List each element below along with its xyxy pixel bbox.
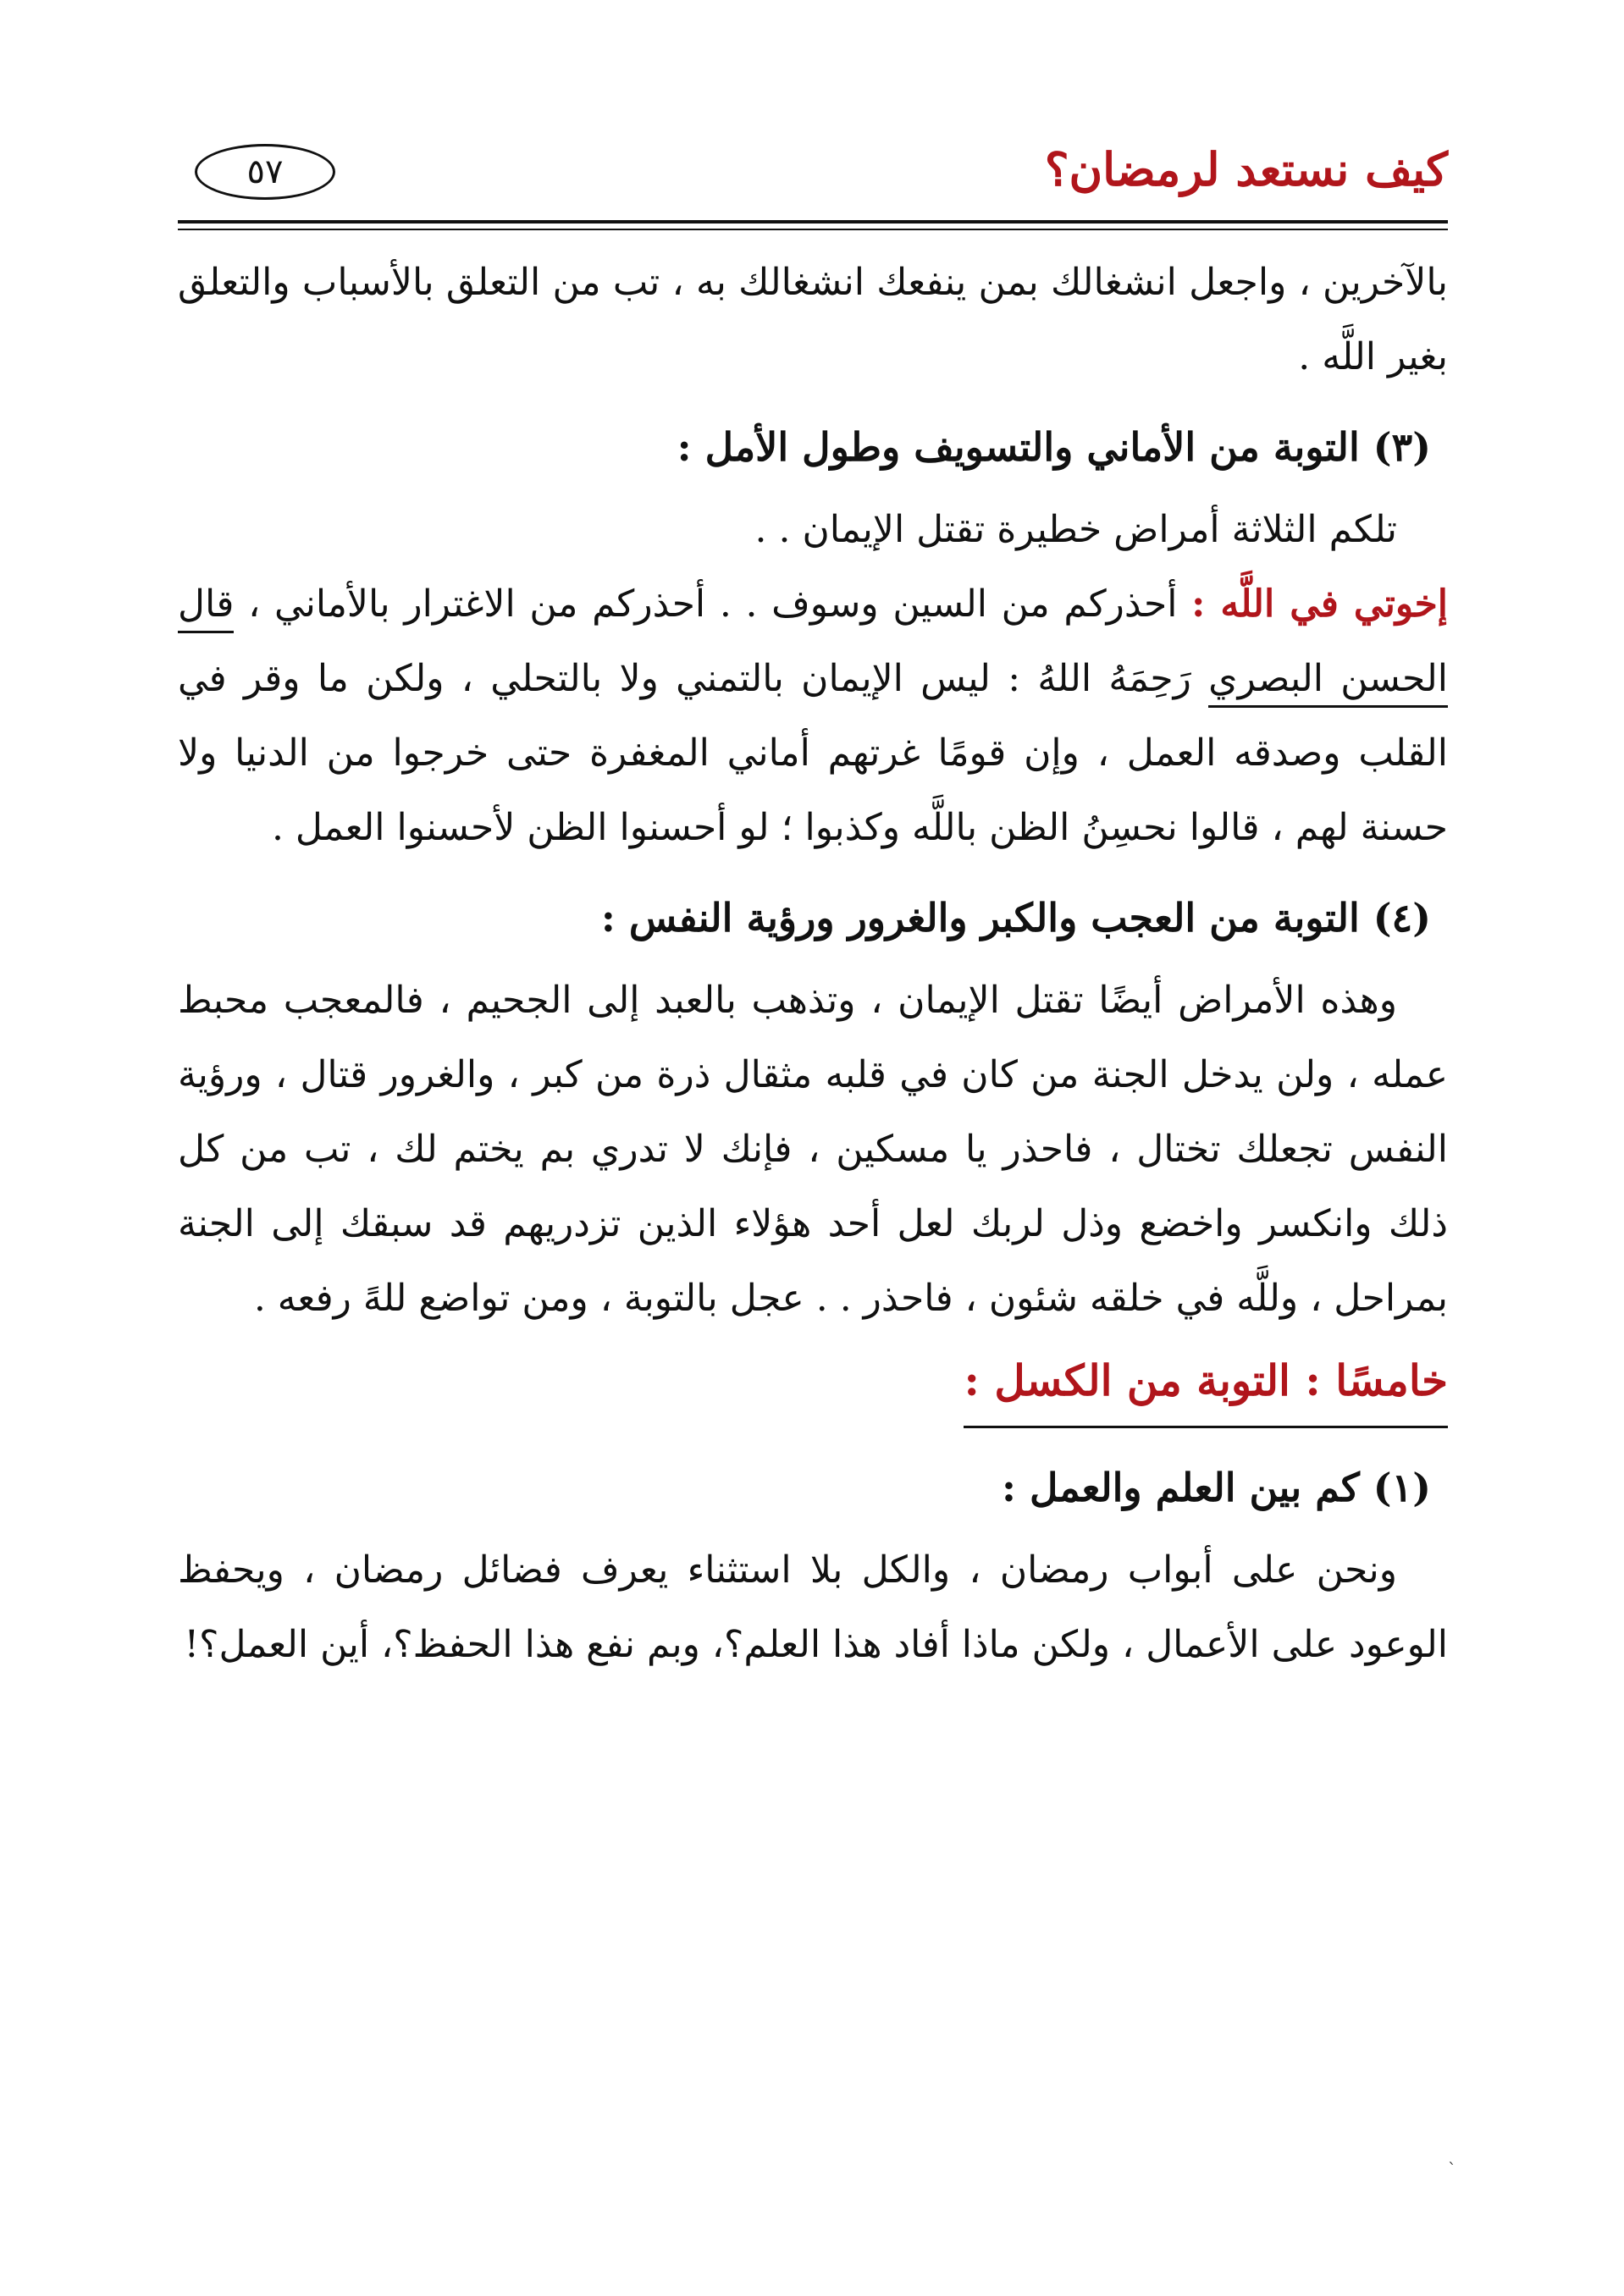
header-rule-thick <box>178 220 1448 224</box>
scan-mark: ` <box>1448 2159 1456 2179</box>
paragraph-3-part-a: أحذركم من السين وسوف . . أحذركم من الاغترار بالأماني ، <box>234 582 1192 626</box>
header-rule-thin <box>178 229 1448 230</box>
paragraph-3-part-b: رَحِمَهُ اللهُ : ليس الإيمان بالتمني ولا بالتحلي ، ولكن ما وقر في القلب وصدقه العمل ، وإن قومًا غرتهم أماني المغفرة حتى خرجوا من الدنيا ولا حسنة لهم ، قالوا نحسِنُ الظن باللَّه وكذبوا ؛ لو أحسنوا الظن لأحسنوا العمل . <box>178 657 1448 849</box>
paragraph-3 <box>178 567 1448 865</box>
page-title: كيف نستعد لرمضان؟ <box>1044 142 1448 196</box>
heading-4: (٤) التوبة من العجب والكبر والغرور ورؤية النفس : <box>600 895 1431 941</box>
heading-3: (٣) التوبة من الأماني والتسويف وطول الأمل : <box>677 424 1431 470</box>
page-body <box>178 246 1448 1682</box>
page-number-badge: ٥٧ <box>195 144 335 200</box>
paragraph-5: ونحن على أبواب رمضان ، والكل بلا استثناء يعرف فضائل رمضان ، ويحفظ الوعود على الأعمال ، ولكن ماذا أفاد هذا العلم؟، وبم نفع هذا الحفظ؟، أين العمل؟! <box>178 1548 1448 1666</box>
address-phrase: إخوتي في اللَّه : <box>1191 582 1449 626</box>
quote-attribution: قال الحسن البصري <box>178 582 1448 708</box>
section-5-title: خامسًا : التوبة من الكسل : <box>964 1344 1448 1428</box>
page-header <box>178 135 1448 220</box>
heading-1: (١) كم بين العلم والعمل : <box>1002 1465 1431 1510</box>
paragraph-1: بالآخرين ، واجعل انشغالك بمن ينفعك انشغالك به ، تب من التعلق بالأسباب والتعلق بغير اللَّه . <box>178 261 1448 378</box>
paragraph-4: وهذه الأمراض أيضًا تقتل الإيمان ، وتذهب بالعبد إلى الجحيم ، فالمعجب محبط عمله ، ولن يدخل الجنة من كان في قلبه مثقال ذرة من كبر ، والغرور قتال ، ورؤية النفس تجعلك تختال ، فاحذر يا مسكين ، فإنك لا تدري بم يختم لك ، تب من كل ذلك وانكسر واخضع وذل لربك لعل أحد هؤلاء الذين تزدريهم قد سبقك إلى الجنة بمراحل ، وللَّه في خلقه شئون ، فاحذر . . عجل بالتوبة ، ومن تواضع للهً رفعه . <box>178 979 1448 1320</box>
paragraph-2: تلكم الثلاثة أمراض خطيرة تقتل الإيمان . . <box>754 508 1397 551</box>
